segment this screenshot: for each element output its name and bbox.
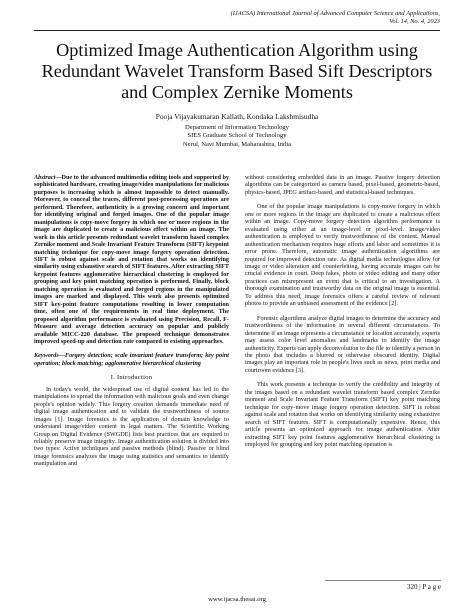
title-line-3: and Complex Zernike Moments (121, 82, 353, 102)
right-paragraph-3: Forensic algorithms analyze digital images to determine the accuracy and trustworthiness of the information in several different circumstances. To determine if an image represents a circumstance or location accurately, experts may assess color level anomalies and landmarks to identify the image authenticity. Experts can apply deconvolution to the file to identify a person in the photo that includes a blurred or otherwise obscured identity. Digital images play an important role in people's lives such as news, print media and courtroom evidence [3]. (245, 314, 440, 374)
keywords (34, 352, 229, 367)
paper-title (20, 40, 454, 103)
journal-name: (IJACSA) International Journal of Advanced Computer Science and Applications, (230, 10, 440, 17)
right-column (245, 174, 440, 455)
footer-divider (325, 580, 441, 581)
right-paragraph-2: One of the popular image manipulations is copy-move forgery in which one or more regions in the image are duplicated to create a malicious effect within an image. Copy-move forgery detection algorithm performance is evaluated using either at an image-level or pixel-level. Image/video authentication is employed to verify trustworthiness of the content. Manual authentication mechanism requires huge efforts and labor and sometimes it is error prone. Therefore, automatic image authentication algorithms are required for improved detection rate. As digital media technologies allow for image or video alteration and counterfeiting, having accurate images can be crucial evidence in court. Deep fakes, photo or video editing and many other practices can misrepresent an event that is critical to an investigation. A thorough examination and trustworthy data on the original image is essential. To address this need, image forensics offers a careful review of relevant photos to provide an unbiased assessment of the evidence [2]. (245, 203, 440, 308)
affiliation (0, 124, 474, 149)
affiliation-address: Nerul, Navi Mumbai, Maharashtra, India (182, 140, 292, 148)
journal-website-link[interactable]: www.ijacsa.thesai.org (208, 596, 266, 603)
journal-volume: Vol. 14, No. 4, 2023 (389, 18, 440, 25)
header-divider (34, 30, 440, 31)
right-paragraph-4: This work presents a technique to verify the credibility and integrity of the images based on a redundant wavelet transform based complex Zernike moment and Scale Invariant Feature Transform (SIFT) key point matching technique for copy-move image forgery operation detection. SIFT is robust against scale and rotation that works on identifying similarity using exhaustive search of SIFT features. SIFT is computationally expensive. Hence, this article presents an optimized approach for image authentication. After extracting SIFT key point features agglomerative hierarchical clustering is employed for grouping and key point matching operation is (245, 381, 440, 448)
abstract-label: Abstract (34, 174, 56, 181)
abstract (34, 174, 229, 345)
abstract-text: —Due to the advanced multimedia editing tools and supported by sophisticated hardware, creating image/video manipulations for malicious purposes is increasing which is almost impossible to detect manually. Moreover, to conceal the traces, different post-processing operations are performed. Therefore, authenticity is a growing concern and important for identifying original and forged images. One of the popular image manipulations is copy-move forgery in which one or more regions in the image are duplicated to create a malicious effect within an image. The work in this article presents redundant wavelet transform based complex Zernike moment and Scale Invariant Feature Transform (SIFT) keypoint matching technique for copy-move image forgery operation detection. SIFT is robust against scale and rotation that works on identifying similarity using exhaustive search of SIFT features. After extracting SIFT keypoint features agglomerative hierarchical clustering is employed for grouping and key point matching operation is performed. Finally, block matching operation is evaluated and forged regions in the manipulated images are marked and displayed. This work also presents optimized SIFT key-point feature computations resulting in lower computation time, often one of the requirements in real time deployment. The proposed algorithm performance is evaluated using Precision, Recall, F-Measure and average detection accuracy on popular and publicly available MICC-220 database. The proposed technique demonstrates improved speed-up and detection rate compared to existing approaches. (34, 174, 229, 345)
journal-header (110, 10, 440, 26)
keywords-text: —Forgery detection; scale invariant feature transform; key point operation; block matching; agglomerative hierarchical clustering (34, 352, 229, 367)
page-number: 320 | P a g e (407, 583, 441, 591)
right-paragraph-1: without considering embedded data in an image. Passive forgery detection algorithms can be categorized as camera based, pixel-based, geometric-based, physics-based, JPEG artifact-based, and statistical-based techniques. (245, 174, 440, 196)
author-list: Pooja Vijayakumaran Kallath, Kondaka Lakshmisudha (155, 112, 319, 121)
title-line-1: Optimized Image Authentication Algorithm using (56, 40, 418, 60)
title-line-2: Redundant Wavelet Transform Based Sift Descriptors (41, 61, 433, 81)
affiliation-school: SIES Graduate School of Technology (187, 132, 287, 140)
section-heading-introduction: I. Introduction (110, 374, 153, 382)
intro-paragraph-1: In today's world, the widespread use of digital content has led to the manipulations to spread the information with malicious goals and even change people's opinion widely. This forgery creation demands immediate need of digital image authentication and to validate the trustworthiness of source images [1]. Image forensics is the application of domain knowledge to understand image/video content in legal matters. The Scientific Working Group on Digital Evidence (SWGDE) lists best practices that are required to reliably preserve image integrity. Image authentication solution is divided into two types: Active techniques and passive methods (blind). Passive or blind image forensics analyzes the image using statistics and semantics to identify manipulation and (34, 385, 229, 468)
left-column (34, 174, 229, 475)
affiliation-department: Department of Information Technology (185, 124, 289, 131)
keywords-label: Keywords (34, 352, 59, 360)
